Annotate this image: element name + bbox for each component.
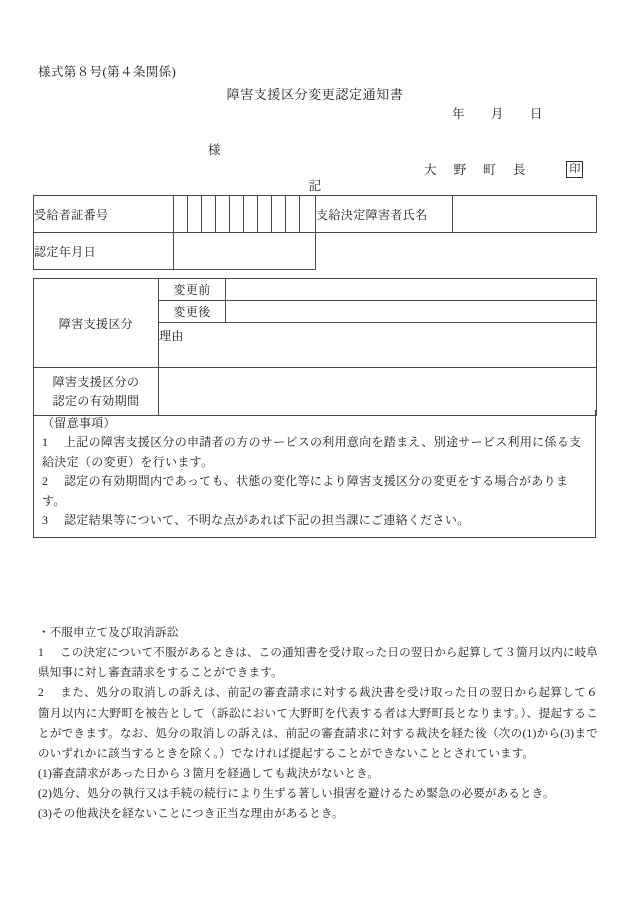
- table-row: [34, 279, 597, 301]
- appeal-exception-item: (1)審査請求があった日から３箇月を経過しても裁決がないとき。: [38, 767, 380, 780]
- certificate-number-cell[interactable]: [286, 196, 300, 233]
- beneficiary-name-label: 支給決定障害者氏名: [316, 196, 453, 233]
- certificate-number-label: 受給者証番号: [34, 196, 174, 233]
- note-number: 3: [42, 513, 49, 528]
- document-title: 障害支援区分変更認定通知書: [226, 87, 404, 102]
- appeal-exception-item: (2)処分、処分の執行又は手続の続行により生ずる著しい損害を避けるため緊急の必要があるとき。: [38, 788, 555, 800]
- appeal-paragraph-text: また、処分の取消しの訴えは、前記の審査請求に対する裁決書を受け取った日の翌日から起算して６箇月以内に大野町を被告として（訴訟において大野町を代表する者は大野町長となります。）、提起することができます。なお、処分の取消しの訴えは、前記の審査請求に対する裁決を経た後（次の(1)から(3)までのいずれかに該当するときを除く。）でなければ提起することができないこととされています。: [38, 687, 598, 760]
- date-month-label: 月: [490, 107, 504, 121]
- seal-stamp-box: 印: [566, 161, 583, 178]
- appeal-paragraph-text: この決定について不服があるときは、この通知書を受け取った日の翌日から起算して３箇月以内に岐阜県知事に対し審査請求をすることができます。: [38, 647, 598, 680]
- appeal-paragraph-number: 1: [38, 647, 44, 660]
- valid-period-label-line2: 認定の有効期間: [52, 393, 140, 408]
- before-change-value[interactable]: [226, 279, 597, 301]
- valid-period-label-line1: 障害支援区分の: [52, 374, 140, 389]
- certificate-number-cell[interactable]: [258, 196, 272, 233]
- date-line: [452, 104, 543, 122]
- beneficiary-name-value[interactable]: [453, 196, 597, 233]
- date-year-label: 年: [452, 107, 465, 121]
- before-change-label: 変更前: [159, 279, 226, 301]
- certificate-number-cell[interactable]: [244, 196, 258, 233]
- certificate-number-cell[interactable]: [300, 196, 316, 233]
- issuer-name: 大 野 町 長: [424, 163, 533, 177]
- appeal-paragraph: [38, 683, 598, 764]
- notes-box: [33, 410, 596, 538]
- certificate-number-cell[interactable]: [188, 196, 202, 233]
- note-number: 2: [42, 474, 49, 489]
- note-text: 上記の障害支援区分の申請者の方のサービスの利用意向を踏まえ、別途サービス利用に係る支給決定（の変更）を行います。: [42, 435, 582, 469]
- certification-date-label: 認定年月日: [34, 233, 174, 270]
- after-change-label: 変更後: [159, 301, 226, 323]
- after-change-value[interactable]: [226, 301, 597, 323]
- note-number: 1: [42, 435, 49, 450]
- certification-date-value[interactable]: [174, 233, 316, 270]
- table-row: [34, 368, 597, 416]
- note-item: [42, 511, 587, 530]
- addressee-honorific: 様: [208, 143, 221, 157]
- appeal-paragraph-number: 2: [38, 687, 44, 700]
- classification-table: [33, 278, 597, 416]
- appeal-paragraph: [38, 643, 598, 683]
- valid-period-label: [34, 368, 159, 416]
- classification-category-label: 障害支援区分: [34, 279, 159, 368]
- certificate-number-cell[interactable]: [230, 196, 244, 233]
- note-text: 認定の有効期間内であっても、状態の変化等により障害支援区分の変更をする場合があります。: [42, 474, 569, 508]
- appeal-section: [38, 623, 598, 824]
- valid-period-value[interactable]: [159, 368, 597, 416]
- form-number: 様式第８号(第４条関係): [38, 65, 177, 79]
- certificate-number-cell[interactable]: [216, 196, 230, 233]
- ki-marker: 記: [308, 179, 322, 193]
- date-day-label: 日: [529, 107, 543, 121]
- table-row: [34, 196, 597, 233]
- note-item: [42, 472, 587, 511]
- appeal-exception-item: (3)その他裁決を経ないことにつき正当な理由があるとき。: [38, 808, 344, 821]
- appeal-heading: ・不服申立て及び取消訴訟: [38, 627, 179, 639]
- note-item: [42, 433, 587, 472]
- table-row: [34, 233, 597, 270]
- spacer-cell: [316, 233, 453, 270]
- notes-heading: （留意事項）: [42, 416, 116, 430]
- spacer-cell: [453, 233, 597, 270]
- certificate-number-cell[interactable]: [272, 196, 286, 233]
- certificate-number-cell[interactable]: [202, 196, 216, 233]
- note-text: 認定結果等について、不明な点があれば下記の担当課にご連絡ください。: [64, 513, 470, 528]
- certificate-number-cell[interactable]: [174, 196, 188, 233]
- reason-label[interactable]: 理由: [159, 323, 597, 368]
- recipient-info-table: [33, 195, 597, 270]
